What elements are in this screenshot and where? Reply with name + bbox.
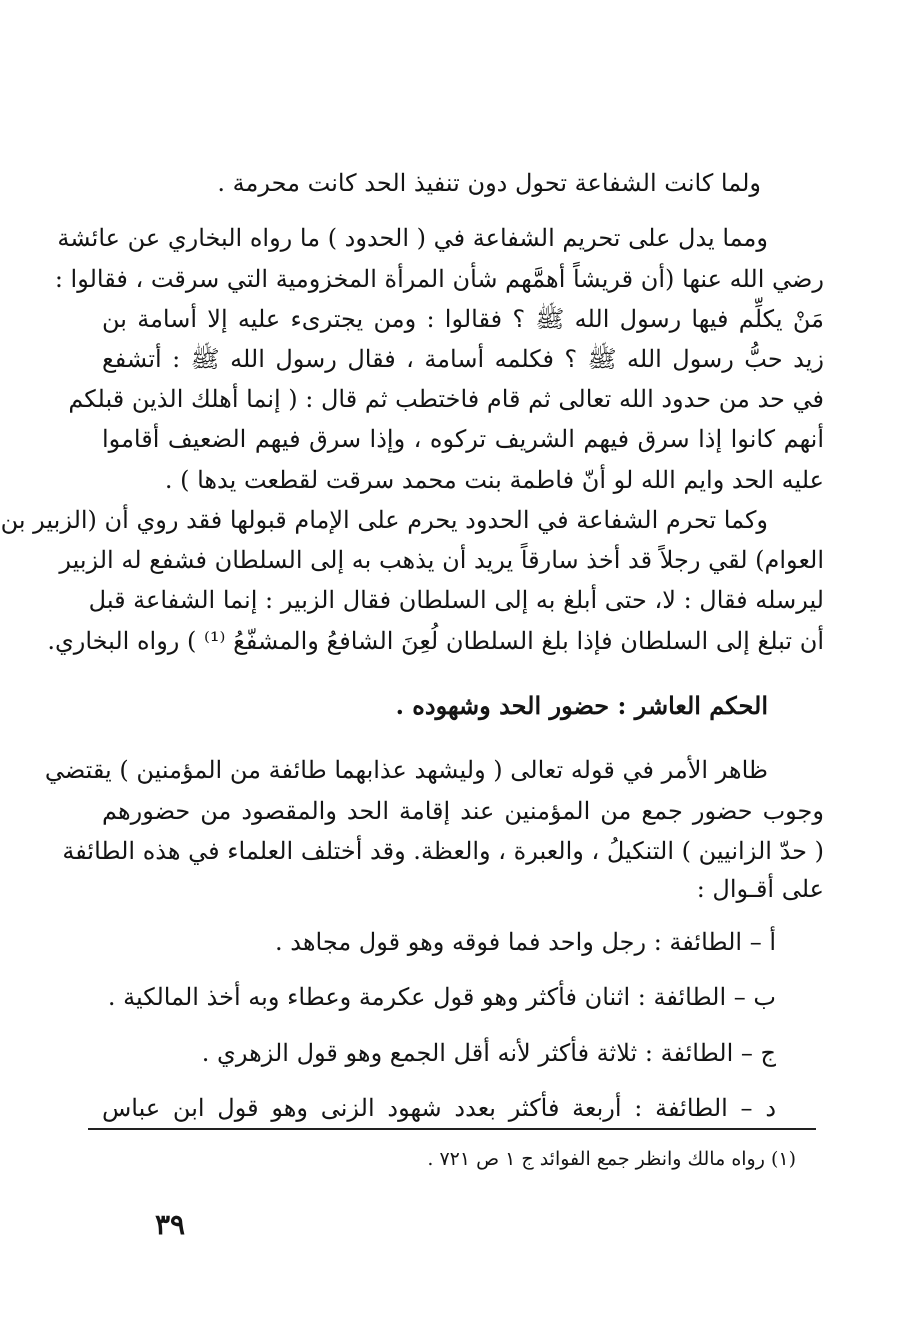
paragraph-line: رضي الله عنها (أن قريشاً أهمَّهم شأن المرأة المخزومية التي سرقت ، فقالوا : [54, 265, 824, 293]
page-number: ٣٩ [155, 1208, 186, 1241]
paragraph-line: عليه الحد وايم الله لو أنّ فاطمة بنت محمد سرقت لقطعت يدها ) . [164, 466, 824, 494]
paragraph-line: العوام) لقي رجلاً قد أخذ سارقاً يريد أن يذهب به إلى السلطان فشفع له الزبير [59, 546, 824, 574]
paragraph-line: ومما يدل على تحريم الشفاعة في ( الحدود ) ما رواه البخاري عن عائشة [57, 224, 768, 252]
footnote-divider [88, 1128, 816, 1130]
paragraph-line: ( حدّ الزانيين ) التنكيلُ ، والعبرة ، والعظة. وقد أختلف العلماء في هذه الطائفة [62, 837, 824, 865]
paragraph-line: ولما كانت الشفاعة تحول دون تنفيذ الحد كانت محرمة . [217, 169, 761, 197]
list-item: ب – الطائفة : اثنان فأكثر وهو قول عكرمة وعطاء وبه أخذ المالكية . [107, 983, 776, 1011]
paragraph-line: أنهم كانوا إذا سرق فيهم الشريف تركوه ، وإذا سرق فيهم الضعيف أقاموا [102, 425, 824, 453]
paragraph-line: أن تبلغ إلى السلطان فإذا بلغ السلطان لُعِنَ الشافعُ والمشفّعُ ⁽¹⁾ ) رواه البخاري. [47, 627, 824, 655]
footnote: (١) رواه مالك وانظر جمع الفوائد ج ١ ص ٧٢١ . [427, 1148, 796, 1170]
section-heading: الحكم العاشر : حضور الحد وشهوده . [395, 691, 768, 720]
paragraph-line: مَنْ يكلِّم فيها رسول الله ﷺ ؟ فقالوا : ومن يجترىء عليه إلا أسامة بن [102, 305, 824, 333]
paragraph-line: زيد حبُّ رسول الله ﷺ ؟ فكلمه أسامة ، فقال رسول الله ﷺ : أتشفع [102, 345, 824, 373]
paragraph-line: وجوب حضور جمع من المؤمنين عند إقامة الحد والمقصود من حضورهم [102, 797, 824, 825]
paragraph-line: ظاهر الأمر في قوله تعالى ( وليشهد عذابهما طائفة من المؤمنين ) يقتضي [44, 756, 768, 784]
list-item: ج – الطائفة : ثلاثة فأكثر لأنه أقل الجمع وهو قول الزهري . [201, 1039, 776, 1067]
paragraph-line: وكما تحرم الشفاعة في الحدود يحرم على الإمام قبولها فقد روي أن (الزبير بن [0, 506, 768, 534]
paragraph-line: في حد من حدود الله تعالى ثم قام فاختطب ثم قال : ( إنما أهلك الذين قبلكم [68, 385, 824, 413]
list-item: أ – الطائفة : رجل واحد فما فوقه وهو قول مجاهد . [275, 928, 776, 956]
paragraph-line: ليرسله فقال : لا، حتى أبلغ به إلى السلطان فقال الزبير : إنما الشفاعة قبل [88, 586, 824, 614]
paragraph-line: على أقـوال : [696, 875, 824, 903]
list-item: د – الطائفة : أربعة فأكثر بعدد شهود الزنى وهو قول ابن عباس [102, 1094, 776, 1122]
